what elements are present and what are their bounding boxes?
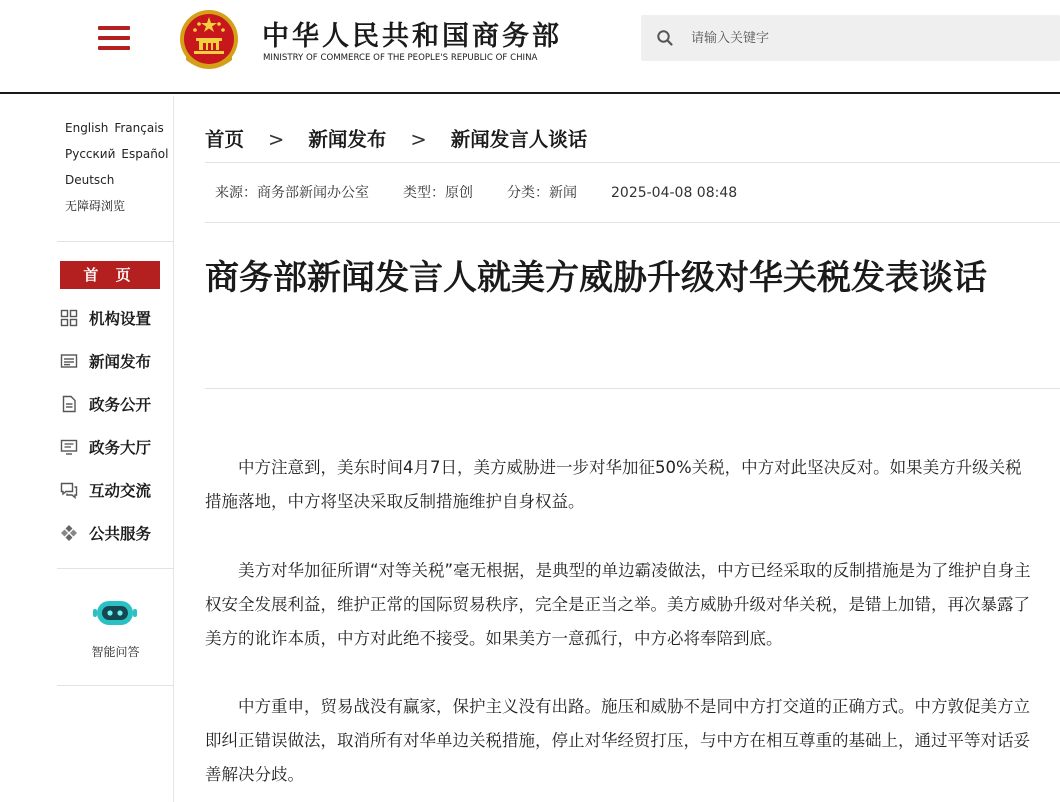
- divider: [205, 388, 1060, 389]
- site-title[interactable]: 中华人民共和国商务部: [262, 21, 562, 52]
- accessibility-link[interactable]: 无障碍浏览: [65, 199, 126, 213]
- nav-label: 政务大厅: [89, 439, 152, 457]
- sidebar-divider: [57, 568, 174, 569]
- divider: [205, 162, 1060, 163]
- nav-label: 互动交流: [89, 482, 152, 500]
- nav-item-public-affairs[interactable]: [60, 390, 170, 418]
- menu-icon[interactable]: [98, 26, 130, 50]
- lang-german-link[interactable]: Deutsch: [65, 173, 115, 187]
- sidebar: [57, 96, 174, 802]
- robot-assistant-icon[interactable]: [93, 596, 137, 630]
- meta-source: 来源：商务部新闻办公室: [215, 185, 369, 201]
- search-input[interactable]: [691, 15, 1051, 61]
- document-icon: [60, 395, 78, 413]
- sidebar-divider: [57, 241, 174, 242]
- monitor-icon: [60, 438, 78, 456]
- chat-icon: [60, 481, 78, 499]
- language-links: [65, 120, 175, 224]
- lang-english-link[interactable]: English: [65, 121, 109, 135]
- nav-label: 公共服务: [89, 525, 152, 543]
- breadcrumb-home[interactable]: 首页: [205, 128, 245, 151]
- meta-type: 类型：原创: [403, 185, 473, 201]
- national-emblem-icon[interactable]: [178, 8, 240, 72]
- nav-item-organization[interactable]: [60, 304, 170, 332]
- service-diamond-icon: [60, 524, 78, 542]
- home-button[interactable]: 首 页: [60, 261, 160, 289]
- search-icon[interactable]: [656, 29, 674, 47]
- nav-item-news[interactable]: [60, 347, 170, 375]
- lang-russian-link[interactable]: Русский: [65, 147, 116, 161]
- meta-date: 2025-04-08 08:48: [611, 185, 738, 201]
- article-paragraph: 美方对华加征所谓“对等关税”毫无根据，是典型的单边霸凌做法，中方已经采取的反制措施是为了维护自身主权安全发展利益，维护正常的国际贸易秩序，完全是正当之举。美方威胁升级对华关税，是错上加错，再次暴露了美方的讹诈本质，中方对此绝不接受。如果美方一意孤行，中方必将奉陪到底。: [205, 561, 1031, 648]
- breadcrumb: [205, 124, 587, 152]
- breadcrumb-spokesperson[interactable]: 新闻发言人谈话: [450, 128, 588, 151]
- nav-label: 新闻发布: [89, 353, 152, 371]
- breadcrumb-news[interactable]: 新闻发布: [308, 128, 387, 151]
- breadcrumb-separator: >: [268, 128, 285, 151]
- news-list-icon: [60, 352, 78, 370]
- lang-spanish-link[interactable]: Español: [121, 147, 169, 161]
- lang-french-link[interactable]: Français: [114, 121, 164, 135]
- nav-label: 政务公开: [89, 396, 152, 414]
- meta-category: 分类：新闻: [507, 185, 577, 201]
- article-title: 商务部新闻发言人就美方威胁升级对华关税发表谈话: [205, 258, 987, 298]
- assistant-label[interactable]: 智能问答: [91, 645, 140, 659]
- sidebar-divider: [57, 685, 174, 686]
- article-meta: [215, 182, 771, 202]
- divider: [205, 222, 1060, 223]
- nav-item-public-service[interactable]: [60, 519, 170, 547]
- site-title-english: MINISTRY OF COMMERCE OF THE PEOPLE'S REPUBLIC OF CHINA: [263, 53, 538, 63]
- search-box: [641, 15, 1060, 61]
- breadcrumb-separator: >: [410, 128, 427, 151]
- nav-label: 机构设置: [89, 310, 152, 328]
- article-paragraph: 中方重申，贸易战没有赢家，保护主义没有出路。施压和威胁不是同中方打交道的正确方式。中方敦促美方立即纠正错误做法，取消所有对华单边关税措施，停止对华经贸打压，与中方在相互尊重的基础上，通过平等对话妥善解决分歧。: [205, 697, 1030, 784]
- nav-item-service-hall[interactable]: [60, 433, 170, 461]
- site-header: [0, 0, 1060, 94]
- org-grid-icon: [60, 309, 78, 327]
- article-paragraph: 中方注意到，美东时间4月7日，美方威胁进一步对华加征50%关税，中方对此坚决反对。如果美方升级关税措施落地，中方将坚决采取反制措施维护自身权益。: [205, 458, 1022, 511]
- nav-item-interaction[interactable]: [60, 476, 170, 504]
